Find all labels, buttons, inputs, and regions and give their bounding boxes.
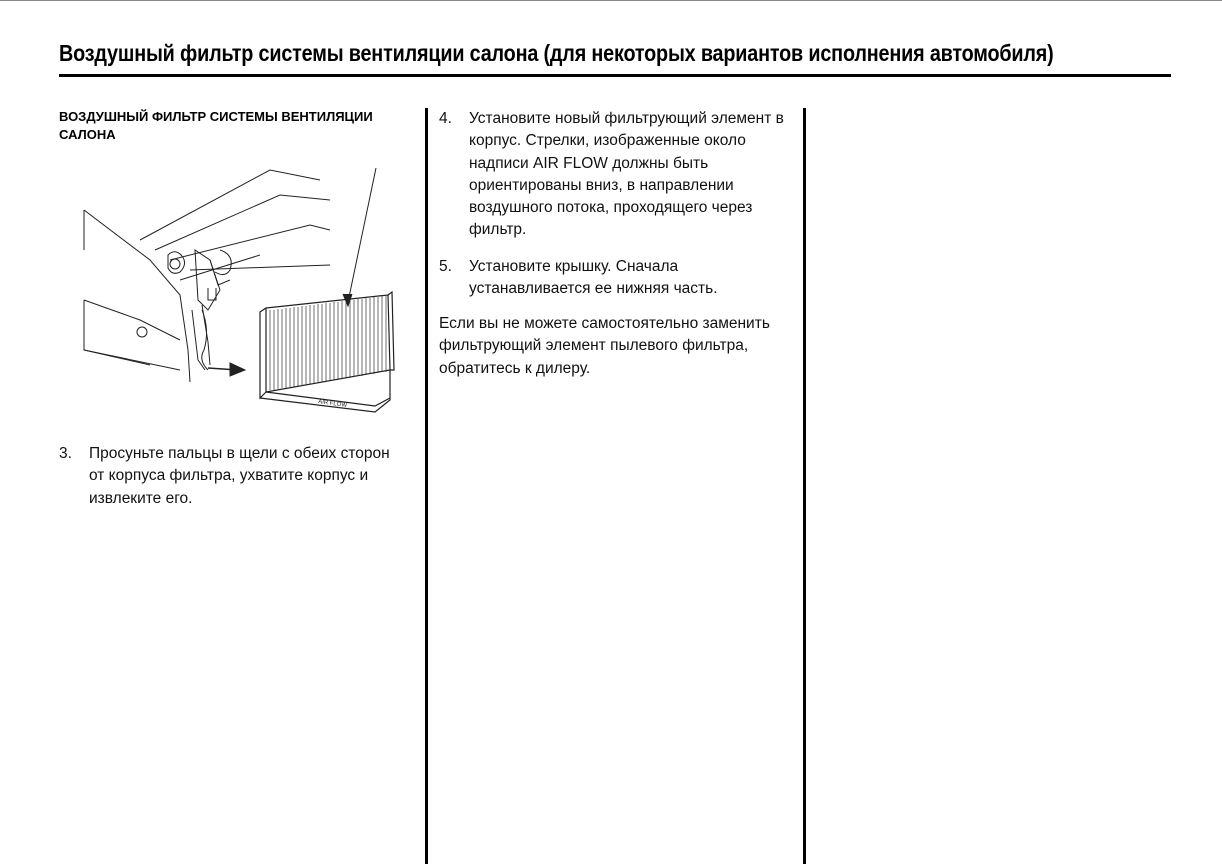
air-flow-label: AIR FLOW	[317, 399, 348, 410]
column-divider-1	[425, 108, 428, 864]
section-heading: ВОЗДУШНЫЙ ФИЛЬТР СИСТЕМЫ ВЕНТИЛЯЦИИ САЛОНА	[59, 109, 373, 142]
step-number: 3.	[59, 445, 72, 462]
filter-removal-diagram	[80, 160, 400, 415]
top-border-line	[0, 0, 1222, 1]
step-5	[439, 256, 789, 301]
step-4	[439, 108, 789, 242]
column-divider-2	[803, 108, 806, 864]
cabin-filter-illustration	[80, 160, 400, 415]
page-title: Воздушный фильтр системы вентиляции салона (для некоторых вариантов исполнения автомобиля)	[59, 40, 1054, 66]
step-number: 5.	[439, 258, 452, 275]
title-underline	[59, 74, 1171, 77]
step-number: 4.	[439, 110, 452, 127]
step-3	[59, 443, 409, 510]
step-text: Установите крышку. Сначала устанавливается ее нижняя часть.	[469, 258, 718, 298]
step-text: Установите новый фильтрующий элемент в корпус. Стрелки, изображенные около надписи AIR FLOW должны быть ориентированы вниз, в направлении воздушного потока, проходящего через фильтр.	[469, 110, 784, 239]
step-text: Просуньте пальцы в щели с обеих сторон от корпуса фильтра, ухватите корпус и извлеките его.	[89, 445, 390, 507]
dealer-note: Если вы не можете самостоятельно заменить фильтрующий элемент пылевого фильтра, обратитесь к дилеру.	[439, 315, 770, 377]
